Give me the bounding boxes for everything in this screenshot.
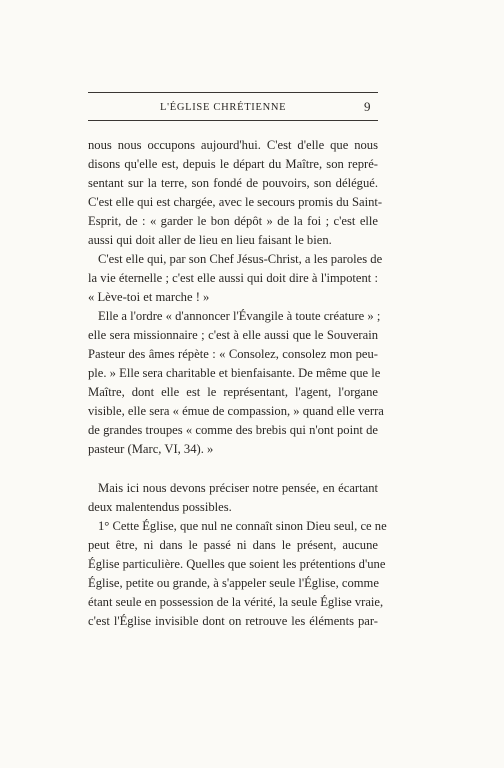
- header-rule-bottom: [88, 120, 378, 121]
- text-line: ple. » Elle sera charitable et bienfaisante. De même que le: [88, 366, 381, 380]
- text-line: Esprit, de : « garder le bon dépôt » de la foi ; c'est elle: [88, 214, 378, 228]
- text-line: C'est elle qui, par son Chef Jésus-Christ, a les paroles de: [98, 252, 383, 266]
- text-line: C'est elle qui est chargée, avec le secours promis du Saint-: [88, 195, 383, 209]
- text-line: visible, elle sera « émue de compassion, » quand elle verra: [88, 404, 384, 418]
- text-line: Elle a l'ordre « d'annoncer l'Évangile à toute créature » ;: [98, 309, 381, 323]
- text-line: sentant sur la terre, son fondé de pouvoirs, son délégué.: [88, 176, 378, 190]
- text-line: Église particulière. Quelles que soient les prétentions d'une: [88, 557, 386, 571]
- text-line: Mais ici nous devons préciser notre pensée, en écartant: [98, 481, 378, 495]
- body-text: [88, 136, 387, 631]
- text-line: deux malentendus possibles.: [88, 500, 232, 514]
- text-line: étant seule en possession de la vérité, la seule Église vraie,: [88, 595, 384, 609]
- header-rule-top: [88, 92, 378, 93]
- text-line: Pasteur des âmes répète : « Consolez, consolez mon peu-: [88, 347, 378, 361]
- text-line: la vie éternelle ; c'est elle aussi qui doit dire à l'impotent :: [88, 271, 378, 285]
- text-line: c'est l'Église invisible dont on retrouve les éléments par-: [88, 614, 378, 628]
- text-line: aussi qui doit aller de lieu en lieu faisant le bien.: [88, 233, 332, 247]
- text-line: nous nous occupons aujourd'hui. C'est d'elle que nous: [88, 138, 378, 152]
- text-line: « Lève-toi et marche ! »: [88, 290, 210, 304]
- text-line: peut être, ni dans le passé ni dans le présent, aucune: [88, 538, 378, 552]
- text-line: Église, petite ou grande, à s'appeler seule l'Église, comme: [88, 576, 379, 590]
- text-line: elle sera missionnaire ; c'est à elle aussi que le Souverain: [88, 328, 378, 342]
- text-line: de grandes troupes « comme des brebis qui n'ont point de: [88, 423, 378, 437]
- text-line: 1° Cette Église, que nul ne connaît sinon Dieu seul, ce ne: [98, 519, 387, 533]
- text-line: disons qu'elle est, depuis le départ du Maître, son repré-: [88, 157, 378, 171]
- running-title: L'ÉGLISE CHRÉTIENNE: [160, 102, 287, 113]
- paragraph-gap: [88, 459, 378, 479]
- text-line: Maître, dont elle est le représentant, l'agent, l'organe: [88, 385, 378, 399]
- text-line: pasteur (Marc, VI, 34). »: [88, 442, 214, 456]
- page-number: 9: [364, 99, 371, 114]
